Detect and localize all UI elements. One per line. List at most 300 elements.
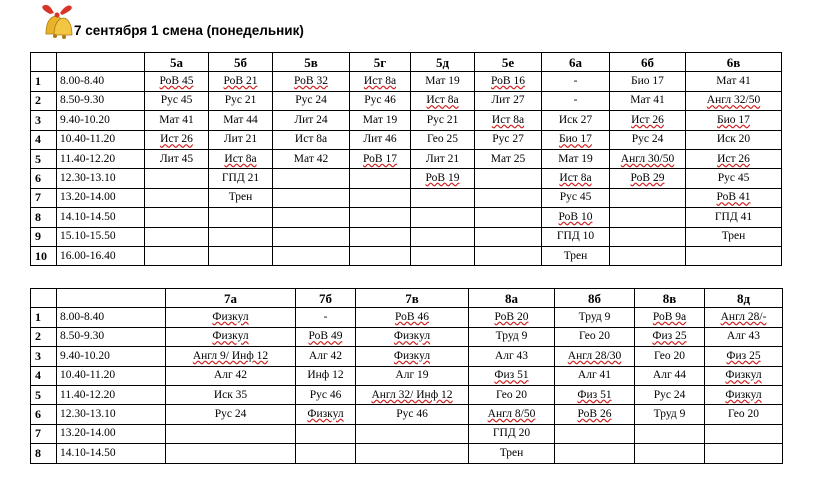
lesson-cell — [411, 130, 475, 149]
lesson-cell — [350, 188, 411, 207]
cell-text: ГПД 20 — [492, 427, 531, 440]
cell-text: Физ 51 — [494, 369, 529, 382]
cell-text: Гео 20 — [495, 388, 527, 401]
cell-text: 12.30-13.10 — [60, 408, 116, 421]
table2-column-header: 8д — [705, 289, 783, 308]
lesson-cell — [542, 246, 610, 265]
cell-text: РоВ 41 — [716, 191, 751, 204]
lesson-cell — [705, 366, 783, 385]
cell-text: Гео 20 — [727, 408, 759, 421]
cell-text: 8.00-8.40 — [60, 311, 105, 324]
lesson-cell — [273, 72, 350, 91]
lesson-cell — [411, 208, 475, 227]
cell-text: - — [573, 94, 578, 107]
period-time — [57, 111, 145, 130]
cell-text: Мат 19 — [425, 75, 460, 88]
lesson-cell — [356, 424, 469, 443]
table1-column-header — [31, 53, 57, 72]
cell-text: Рус 24 — [295, 94, 327, 107]
lesson-cell — [610, 72, 686, 91]
cell-text: Труд 9 — [495, 330, 528, 343]
cell-text: Трен — [499, 446, 524, 459]
lesson-cell — [686, 169, 782, 188]
lesson-cell — [356, 347, 469, 366]
cell-text: Трен — [228, 191, 253, 204]
cell-text: Ист 8а — [294, 133, 328, 146]
period-number — [31, 424, 57, 443]
cell-text: Физкул — [393, 349, 431, 362]
cell-text: 7 — [35, 190, 41, 205]
lesson-cell — [475, 91, 542, 110]
cell-text: Гео 20 — [653, 349, 685, 362]
lesson-cell — [555, 327, 635, 346]
lesson-cell — [166, 366, 296, 385]
cell-text: РоВ 32 — [294, 75, 328, 88]
cell-text: Алг 43 — [494, 349, 529, 362]
lesson-cell — [350, 130, 411, 149]
lesson-cell — [610, 149, 686, 168]
period-time — [57, 327, 166, 346]
cell-text: 15.10-15.50 — [60, 230, 116, 243]
cell-text: Рус 24 — [214, 408, 247, 421]
lesson-cell — [686, 72, 782, 91]
cell-text: 8.50-9.30 — [60, 94, 105, 107]
table2-column-header: 8а — [469, 289, 555, 308]
lesson-cell — [705, 327, 783, 346]
lesson-cell — [610, 227, 686, 246]
cell-text: 4 — [35, 132, 41, 147]
lesson-cell — [209, 208, 273, 227]
table1-column-header: 5е — [475, 53, 542, 72]
lesson-cell — [542, 130, 610, 149]
lesson-cell — [686, 130, 782, 149]
lesson-cell — [273, 227, 350, 246]
cell-text: Рус 46 — [364, 94, 396, 107]
cell-text: Физкул — [725, 388, 762, 401]
cell-text: 6 — [35, 171, 41, 186]
table2-row — [31, 444, 783, 463]
lesson-cell — [475, 227, 542, 246]
period-number — [31, 149, 57, 168]
lesson-cell — [411, 188, 475, 207]
period-number — [31, 308, 57, 327]
cell-text: РоВ 46 — [395, 311, 429, 324]
lesson-cell — [209, 227, 273, 246]
cell-text: Физкул — [212, 330, 249, 343]
cell-text: Иск 27 — [558, 113, 593, 126]
cell-text: 14.10-14.50 — [60, 210, 116, 223]
cell-text: РоВ 9а — [652, 311, 687, 324]
lesson-cell — [296, 424, 356, 443]
lesson-cell — [166, 444, 296, 463]
lesson-cell — [686, 188, 782, 207]
table2-row — [31, 347, 783, 366]
lesson-cell — [610, 91, 686, 110]
period-time — [57, 227, 145, 246]
lesson-cell — [296, 327, 356, 346]
table2-column-header — [57, 289, 166, 308]
period-time — [57, 444, 166, 463]
cell-text: РоВ 19 — [425, 172, 460, 185]
lesson-cell — [209, 169, 273, 188]
lesson-cell — [273, 91, 350, 110]
lesson-cell — [296, 405, 356, 424]
cell-text: 10 — [35, 248, 47, 263]
period-number — [31, 72, 57, 91]
table2-column-header: 7а — [166, 289, 296, 308]
period-number — [31, 188, 57, 207]
lesson-cell — [145, 91, 209, 110]
period-number — [31, 169, 57, 188]
lesson-cell — [166, 405, 296, 424]
cell-text: Алг 19 — [395, 369, 429, 382]
lesson-cell — [411, 111, 475, 130]
lesson-cell — [686, 149, 782, 168]
period-time — [57, 405, 166, 424]
lesson-cell — [542, 72, 610, 91]
table1-column-header: 6а — [542, 53, 610, 72]
lesson-cell — [469, 444, 555, 463]
table2-column-header — [31, 289, 57, 308]
cell-text: 11.40-12.20 — [60, 388, 116, 401]
lesson-cell — [350, 208, 411, 227]
table1-row — [31, 111, 782, 130]
cell-text: Мат 19 — [558, 152, 593, 165]
cell-text: Трен — [563, 249, 588, 262]
table1-column-header: 5в — [273, 53, 350, 72]
cell-text: Мат 19 — [362, 113, 398, 126]
lesson-cell — [411, 149, 475, 168]
lesson-cell — [705, 385, 783, 404]
cell-text: Лит 46 — [363, 133, 397, 146]
lesson-cell — [273, 130, 350, 149]
cell-text: Иск 35 — [213, 388, 248, 401]
lesson-cell — [296, 385, 356, 404]
table1-row — [31, 227, 782, 246]
lesson-cell — [166, 385, 296, 404]
cell-text: Био 17 — [559, 133, 592, 146]
cell-text: Лит 21 — [223, 133, 258, 146]
table1-header-row — [31, 53, 782, 72]
period-time — [57, 130, 145, 149]
cell-text: Рус 46 — [396, 408, 428, 421]
table1-row — [31, 130, 782, 149]
lesson-cell — [209, 111, 273, 130]
lesson-cell — [475, 72, 542, 91]
cell-text: Англ 28/- — [720, 311, 767, 324]
lesson-cell — [469, 424, 555, 443]
lesson-cell — [273, 111, 350, 130]
cell-text: Физкул — [725, 369, 762, 382]
cell-text: Физ 51 — [577, 388, 612, 401]
cell-text: Мат 41 — [716, 75, 751, 88]
cell-text: 9 — [35, 229, 41, 244]
lesson-cell — [542, 188, 610, 207]
lesson-cell — [166, 347, 296, 366]
cell-text: Рус 21 — [224, 94, 257, 107]
cell-text: 2 — [35, 93, 41, 108]
lesson-cell — [475, 149, 542, 168]
lesson-cell — [475, 169, 542, 188]
table2-column-header: 7в — [356, 289, 469, 308]
lesson-cell — [273, 188, 350, 207]
lesson-cell — [705, 405, 783, 424]
lesson-cell — [635, 444, 705, 463]
lesson-cell — [411, 169, 475, 188]
cell-text: 5 — [35, 387, 41, 402]
lesson-cell — [350, 169, 411, 188]
lesson-cell — [469, 405, 555, 424]
cell-text: Рус 45 — [717, 172, 750, 185]
lesson-cell — [686, 91, 782, 110]
lesson-cell — [209, 130, 273, 149]
cell-text: Мат 41 — [630, 94, 665, 107]
lesson-cell — [705, 347, 783, 366]
cell-text: Лит 45 — [159, 152, 194, 165]
cell-text: 6 — [35, 407, 41, 422]
cell-text: Рус 45 — [160, 94, 193, 107]
cell-text: Англ 32/ Инф 12 — [371, 388, 453, 401]
lesson-cell — [635, 347, 705, 366]
lesson-cell — [469, 347, 555, 366]
lesson-cell — [555, 405, 635, 424]
period-time — [57, 366, 166, 385]
cell-text: РоВ 10 — [558, 210, 593, 223]
lesson-cell — [475, 111, 542, 130]
table2-row — [31, 385, 783, 404]
lesson-cell — [555, 347, 635, 366]
cell-text: Мат 42 — [293, 152, 329, 165]
lesson-cell — [356, 308, 469, 327]
lesson-cell — [635, 327, 705, 346]
lesson-cell — [542, 91, 610, 110]
table1-row — [31, 149, 782, 168]
cell-text: Лит 24 — [294, 113, 328, 126]
lesson-cell — [686, 227, 782, 246]
lesson-cell — [273, 149, 350, 168]
lesson-cell — [356, 405, 469, 424]
lesson-cell — [411, 246, 475, 265]
cell-text: 16.00-16.40 — [60, 249, 116, 262]
lesson-cell — [635, 366, 705, 385]
lesson-cell — [686, 208, 782, 227]
table1-column-header: 5а — [145, 53, 209, 72]
page-title: 7 сентября 1 смена (понедельник) — [74, 23, 304, 38]
lesson-cell — [273, 246, 350, 265]
cell-text: Лит 27 — [491, 94, 525, 107]
lesson-cell — [686, 111, 782, 130]
cell-text: 13.20-14.00 — [60, 427, 116, 440]
cell-text: - — [323, 311, 328, 324]
cell-text: 12.30-13.10 — [60, 172, 116, 185]
period-time — [57, 72, 145, 91]
lesson-cell — [350, 72, 411, 91]
cell-text: Алг 42 — [213, 369, 248, 382]
cell-text: Ист 26 — [631, 113, 664, 126]
period-time — [57, 385, 166, 404]
table1-column-header: 5д — [411, 53, 475, 72]
cell-text: ГПД 21 — [221, 172, 260, 185]
period-number — [31, 327, 57, 346]
lesson-cell — [705, 424, 783, 443]
period-number — [31, 444, 57, 463]
cell-text: РоВ 29 — [630, 172, 665, 185]
lesson-cell — [475, 208, 542, 227]
lesson-cell — [610, 169, 686, 188]
cell-text: Ист 8а — [363, 75, 397, 88]
table2-header-row — [31, 289, 783, 308]
cell-text: Англ 9/ Инф 12 — [192, 349, 269, 362]
cell-text: 1 — [35, 74, 41, 89]
lesson-cell — [356, 385, 469, 404]
cell-text: Био 17 — [717, 113, 750, 126]
cell-text: РоВ 21 — [223, 75, 258, 88]
cell-text: РоВ 45 — [159, 75, 194, 88]
cell-text: Физкул — [212, 311, 249, 324]
cell-text: Рус 24 — [653, 388, 686, 401]
cell-text: 13.20-14.00 — [60, 191, 116, 204]
table1-column-header — [57, 53, 145, 72]
cell-text: Ист 8а — [559, 172, 592, 185]
lesson-cell — [145, 111, 209, 130]
lesson-cell — [350, 91, 411, 110]
lesson-cell — [469, 385, 555, 404]
lesson-cell — [635, 385, 705, 404]
lesson-cell — [296, 444, 356, 463]
lesson-cell — [411, 72, 475, 91]
cell-text: Труд 9 — [653, 408, 686, 421]
table2-row — [31, 405, 783, 424]
lesson-cell — [273, 169, 350, 188]
schedule-table-5-6 — [30, 52, 782, 266]
lesson-cell — [356, 444, 469, 463]
cell-text: Англ 30/50 — [620, 152, 675, 165]
cell-text: Мат 25 — [490, 152, 526, 165]
lesson-cell — [145, 227, 209, 246]
lesson-cell — [145, 188, 209, 207]
cell-text: 3 — [35, 112, 41, 127]
cell-text: ГПД 10 — [556, 230, 595, 243]
lesson-cell — [610, 111, 686, 130]
cell-text: Инф 12 — [307, 369, 344, 382]
cell-text: Рус 27 — [492, 133, 524, 146]
cell-text: 11.40-12.20 — [60, 152, 116, 165]
period-time — [57, 208, 145, 227]
lesson-cell — [635, 405, 705, 424]
table1-column-header: 6б — [610, 53, 686, 72]
cell-text: Ист 8а — [491, 113, 525, 126]
lesson-cell — [555, 444, 635, 463]
cell-text: Ист 26 — [160, 133, 193, 146]
period-number — [31, 366, 57, 385]
cell-text: Мат 44 — [223, 113, 258, 126]
lesson-cell — [475, 188, 542, 207]
cell-text: РоВ 16 — [491, 75, 525, 88]
lesson-cell — [555, 424, 635, 443]
cell-text: Трен — [721, 230, 746, 243]
cell-text: 8.50-9.30 — [60, 330, 105, 343]
lesson-cell — [635, 424, 705, 443]
lesson-cell — [145, 149, 209, 168]
table2-column-header: 8б — [555, 289, 635, 308]
lesson-cell — [555, 385, 635, 404]
period-time — [57, 347, 166, 366]
lesson-cell — [145, 169, 209, 188]
lesson-cell — [209, 149, 273, 168]
lesson-cell — [542, 208, 610, 227]
lesson-cell — [542, 227, 610, 246]
period-number — [31, 246, 57, 265]
lesson-cell — [145, 208, 209, 227]
lesson-cell — [350, 246, 411, 265]
table1-column-header: 5г — [350, 53, 411, 72]
lesson-cell — [542, 111, 610, 130]
cell-text: Алг 43 — [726, 330, 761, 343]
cell-text: 1 — [35, 310, 41, 325]
cell-text: 5 — [35, 151, 41, 166]
lesson-cell — [209, 72, 273, 91]
cell-text: Лит 21 — [425, 152, 460, 165]
lesson-cell — [475, 130, 542, 149]
table1-row — [31, 72, 782, 91]
lesson-cell — [350, 149, 411, 168]
lesson-cell — [610, 246, 686, 265]
cell-text: Рус 45 — [559, 191, 592, 204]
period-number — [31, 91, 57, 110]
cell-text: РоВ 17 — [363, 152, 397, 165]
table1-column-header: 5б — [209, 53, 273, 72]
lesson-cell — [555, 308, 635, 327]
cell-text: РоВ 26 — [577, 408, 612, 421]
cell-text: Био 17 — [631, 75, 664, 88]
lesson-cell — [469, 327, 555, 346]
cell-text: Рус 46 — [309, 388, 342, 401]
cell-text: Англ 8/50 — [487, 408, 536, 421]
lesson-cell — [166, 424, 296, 443]
period-number — [31, 130, 57, 149]
period-number — [31, 385, 57, 404]
table2-column-header: 8в — [635, 289, 705, 308]
cell-text: РоВ 49 — [308, 330, 343, 343]
cell-text: Алг 42 — [308, 349, 343, 362]
lesson-cell — [411, 227, 475, 246]
cell-text: Рус 24 — [631, 133, 664, 146]
cell-text: 10.40-11.20 — [60, 133, 116, 146]
cell-text: 8 — [35, 445, 41, 460]
cell-text: Англ 28/30 — [567, 349, 622, 362]
lesson-cell — [273, 208, 350, 227]
cell-text: Ист 26 — [717, 152, 750, 165]
period-time — [57, 91, 145, 110]
cell-text: Труд 9 — [578, 311, 611, 324]
cell-text: Англ 32/50 — [706, 94, 761, 107]
cell-text: 4 — [35, 368, 41, 383]
cell-text: - — [573, 75, 578, 88]
lesson-cell — [209, 246, 273, 265]
lesson-cell — [145, 130, 209, 149]
period-number — [31, 208, 57, 227]
lesson-cell — [686, 246, 782, 265]
table1-column-header: 6в — [686, 53, 782, 72]
cell-text: Физкул — [307, 408, 344, 421]
lesson-cell — [475, 246, 542, 265]
period-number — [31, 405, 57, 424]
period-time — [57, 149, 145, 168]
cell-text: 14.10-14.50 — [60, 446, 116, 459]
cell-text: 9.40-10.20 — [60, 113, 110, 126]
table2-row — [31, 327, 783, 346]
period-number — [31, 347, 57, 366]
